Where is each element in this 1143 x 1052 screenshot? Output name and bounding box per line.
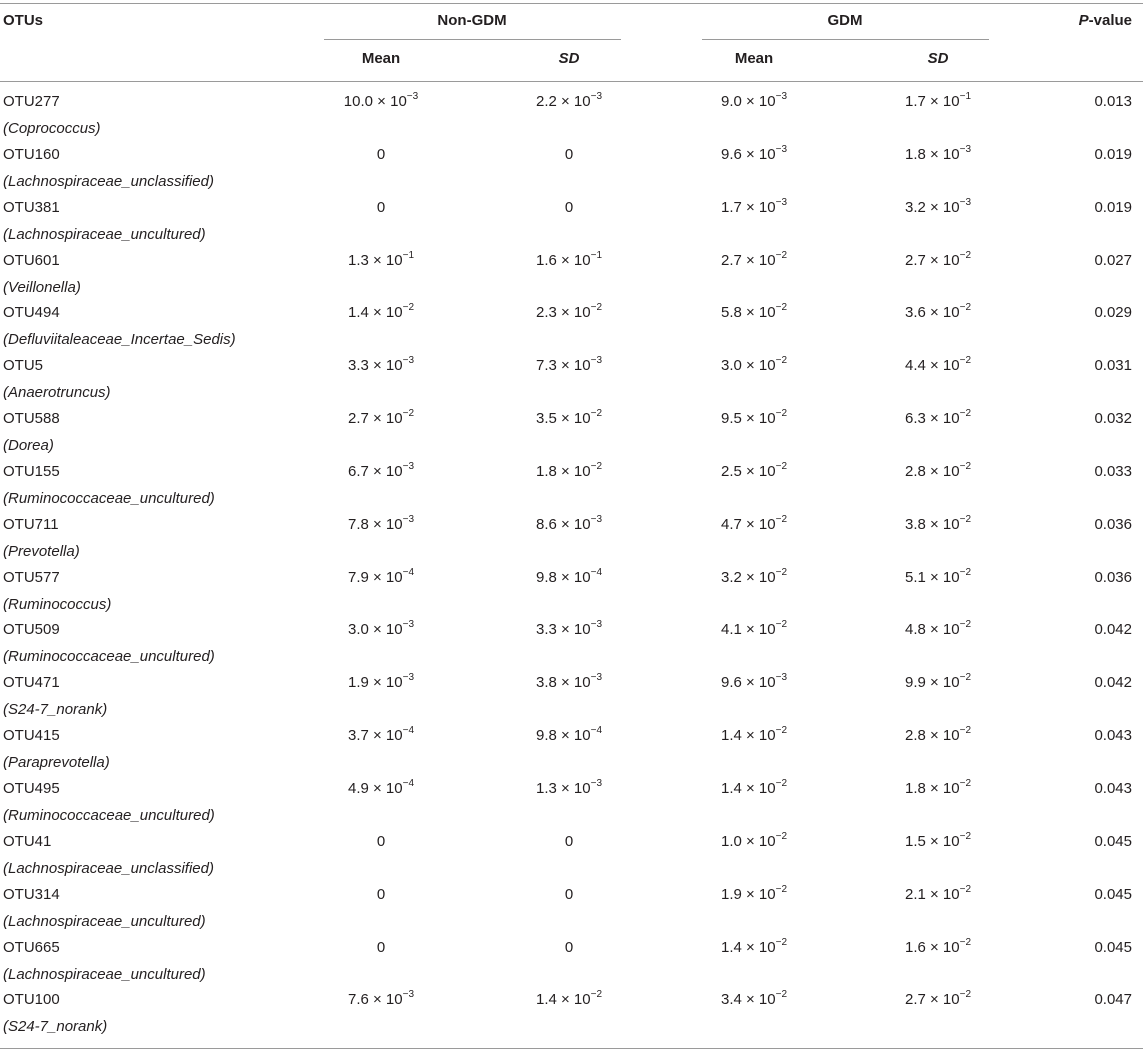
p-value-cell: 0.047	[1094, 991, 1132, 1009]
value-exponent: −2	[775, 830, 788, 842]
otu-id: OTU314	[3, 885, 60, 903]
value-mantissa: 3.8	[904, 515, 926, 533]
table-row	[0, 885, 1143, 938]
value-exponent: −3	[959, 196, 972, 208]
table-row	[0, 303, 1143, 356]
gdm-mean-cell: $1.9 \times 10^{-2}$	[720, 883, 788, 903]
value-mantissa: 3.8	[535, 674, 557, 692]
value-mantissa: 1.7	[904, 93, 926, 110]
value-mantissa: 0	[376, 885, 386, 903]
gdm-group-rule	[702, 39, 989, 40]
value-exponent: −2	[959, 883, 972, 895]
value-exponent: −2	[959, 830, 972, 842]
gdm-sd-cell: $3.2 \times 10^{-3}$	[904, 196, 972, 216]
value-mantissa: 1.8	[904, 779, 926, 797]
header-gdm-mean: Mean	[734, 50, 774, 67]
value-exponent: −3	[402, 355, 415, 367]
value-mantissa: 7.9	[347, 568, 369, 586]
gdm-sd-cell: $2.1 \times 10^{-2}$	[904, 883, 972, 903]
value-exponent: −2	[775, 936, 788, 948]
otu-genus: (Ruminococcaceae_uncultured)	[3, 648, 215, 666]
gdm-sd-cell: $3.6 \times 10^{-2}$	[904, 302, 972, 322]
value-mantissa: 9.8	[535, 727, 557, 745]
header-non-gdm-sd: SD	[558, 50, 580, 67]
otu-genus: (Dorea)	[3, 437, 54, 455]
value-mantissa: 0	[564, 198, 574, 216]
value-mantissa: 3.0	[720, 357, 742, 375]
value-exponent: −3	[590, 355, 603, 367]
p-value-cell: 0.029	[1094, 304, 1132, 322]
table-row	[0, 356, 1143, 409]
value-exponent: −2	[959, 408, 972, 420]
value-exponent: −4	[590, 725, 603, 737]
value-exponent: −2	[959, 725, 972, 737]
value-mantissa: 1.4	[720, 938, 742, 956]
value-exponent: −3	[590, 777, 603, 789]
value-exponent: −3	[775, 91, 788, 102]
value-mantissa: 3.0	[347, 621, 369, 639]
table-header-rule	[0, 81, 1143, 82]
gdm-mean-cell: $4.1 \times 10^{-2}$	[720, 619, 788, 639]
value-mantissa: 1.8	[904, 145, 926, 163]
value-mantissa: 2.7	[347, 410, 369, 428]
value-exponent: −2	[590, 460, 603, 472]
header-gdm: GDM	[827, 12, 863, 29]
table-row	[0, 620, 1143, 673]
header-p-value-suffix: -value	[1088, 12, 1132, 29]
non-gdm-group-rule	[324, 39, 621, 40]
value-mantissa: 1.8	[535, 462, 557, 480]
value-exponent: −3	[959, 143, 972, 155]
non-gdm-mean-cell: $3.7 \times 10^{-4}$	[347, 725, 415, 745]
gdm-mean-cell: $1.7 \times 10^{-3}$	[720, 196, 788, 216]
gdm-sd-cell: $3.8 \times 10^{-2}$	[904, 513, 972, 533]
value-mantissa: 1.6	[904, 938, 926, 956]
value-mantissa: 1.4	[535, 991, 557, 1009]
otu-id: OTU494	[3, 304, 60, 322]
value-exponent: −2	[775, 566, 788, 578]
value-exponent: −4	[402, 777, 415, 789]
non-gdm-mean-cell	[377, 885, 385, 905]
otu-genus: (Lachnospiraceae_unclassified)	[3, 859, 214, 877]
non-gdm-mean-cell: $1.4 \times 10^{-2}$	[347, 302, 415, 322]
value-mantissa: 10.0	[343, 93, 374, 110]
otu-genus: (Anaerotruncus)	[3, 384, 111, 402]
value-mantissa: 3.3	[347, 357, 369, 375]
value-exponent: −3	[775, 143, 788, 155]
value-exponent: −2	[959, 672, 972, 684]
value-exponent: −2	[775, 513, 788, 525]
value-mantissa: 2.1	[904, 885, 926, 903]
p-value-cell: 0.042	[1094, 621, 1132, 639]
non-gdm-mean-cell	[377, 145, 385, 165]
table-row	[0, 673, 1143, 726]
value-exponent: −3	[402, 513, 415, 525]
non-gdm-sd-cell: $3.8 \times 10^{-3}$	[535, 672, 603, 692]
value-exponent: −2	[775, 989, 788, 1001]
table-row	[0, 515, 1143, 568]
table-row	[0, 251, 1143, 304]
value-exponent: −2	[775, 619, 788, 631]
non-gdm-mean-cell: $6.7 \times 10^{-3}$	[347, 460, 415, 480]
non-gdm-sd-cell	[565, 145, 573, 165]
value-mantissa: 3.7	[347, 727, 369, 745]
table-row	[0, 832, 1143, 885]
value-mantissa: 4.9	[347, 779, 369, 797]
value-mantissa: 4.1	[720, 621, 742, 639]
non-gdm-sd-cell: $1.4 \times 10^{-2}$	[535, 989, 603, 1009]
otu-genus: (Veillonella)	[3, 278, 81, 296]
gdm-sd-cell: $1.5 \times 10^{-2}$	[904, 830, 972, 850]
non-gdm-mean-cell: $7.8 \times 10^{-3}$	[347, 513, 415, 533]
non-gdm-sd-cell: $1.3 \times 10^{-3}$	[535, 777, 603, 797]
header-gdm-sd: SD	[927, 50, 949, 67]
value-exponent: −4	[402, 725, 415, 737]
non-gdm-mean-cell: $2.7 \times 10^{-2}$	[347, 408, 415, 428]
non-gdm-sd-cell: $2.3 \times 10^{-2}$	[535, 302, 603, 322]
value-mantissa: 9.6	[720, 145, 742, 163]
value-mantissa: 1.3	[347, 251, 369, 269]
otu-id: OTU41	[3, 832, 52, 850]
value-exponent: −2	[775, 460, 788, 472]
value-exponent: −2	[590, 408, 603, 420]
gdm-mean-cell: $1.0 \times 10^{-2}$	[720, 830, 788, 850]
otu-genus: (Lachnospiraceae_uncultured)	[3, 912, 206, 930]
value-mantissa: 1.4	[720, 779, 742, 797]
gdm-mean-cell: $1.4 \times 10^{-2}$	[720, 725, 788, 745]
otu-id: OTU100	[3, 991, 60, 1009]
non-gdm-mean-cell	[377, 938, 385, 958]
value-mantissa: 2.7	[904, 991, 926, 1009]
non-gdm-sd-cell: $3.3 \times 10^{-3}$	[535, 619, 603, 639]
value-mantissa: 3.4	[720, 991, 742, 1009]
otu-genus: (S24-7_norank)	[3, 1018, 108, 1036]
non-gdm-mean-cell	[377, 198, 385, 218]
non-gdm-mean-cell: $4.9 \times 10^{-4}$	[347, 777, 415, 797]
value-exponent: −1	[590, 249, 603, 261]
value-mantissa: 0	[564, 885, 574, 903]
value-mantissa: 2.7	[904, 251, 926, 269]
non-gdm-mean-cell: $3.0 \times 10^{-3}$	[347, 619, 415, 639]
non-gdm-mean-cell	[377, 832, 385, 852]
table-row	[0, 726, 1143, 779]
gdm-mean-cell: $2.7 \times 10^{-2}$	[720, 249, 788, 269]
value-exponent: −3	[590, 91, 603, 102]
value-mantissa: 3.2	[904, 198, 926, 216]
table-row	[0, 92, 1143, 145]
value-mantissa: 9.0	[720, 93, 742, 110]
value-exponent: −3	[402, 672, 415, 684]
gdm-mean-cell: $3.2 \times 10^{-2}$	[720, 566, 788, 586]
value-mantissa: 0	[376, 198, 386, 216]
value-mantissa: 3.5	[535, 410, 557, 428]
value-mantissa: 3.3	[535, 621, 557, 639]
value-mantissa: 8.6	[535, 515, 557, 533]
otu-id: OTU277	[3, 93, 60, 110]
otu-genus: (Lachnospiraceae_unclassified)	[3, 172, 214, 190]
value-mantissa: 9.6	[720, 674, 742, 692]
gdm-mean-cell: $2.5 \times 10^{-2}$	[720, 460, 788, 480]
value-mantissa: 1.9	[347, 674, 369, 692]
value-mantissa: 6.3	[904, 410, 926, 428]
p-value-cell: 0.045	[1094, 832, 1132, 850]
value-mantissa: 0	[564, 145, 574, 163]
value-exponent: −2	[959, 249, 972, 261]
non-gdm-sd-cell	[565, 885, 573, 905]
gdm-sd-cell: $2.7 \times 10^{-2}$	[904, 249, 972, 269]
non-gdm-sd-cell	[565, 938, 573, 958]
header-p-value	[1079, 12, 1132, 30]
value-mantissa: 5.1	[904, 568, 926, 586]
value-mantissa: 1.9	[720, 885, 742, 903]
value-exponent: −2	[959, 777, 972, 789]
p-value-cell: 0.036	[1094, 515, 1132, 533]
non-gdm-mean-cell: $1.3 \times 10^{-1}$	[347, 249, 415, 269]
otu-id: OTU509	[3, 621, 60, 639]
value-exponent: −2	[590, 989, 603, 1001]
header-p-value-italic: P	[1078, 12, 1089, 29]
value-exponent: −3	[402, 460, 415, 472]
value-mantissa: 0	[564, 832, 574, 850]
value-exponent: −1	[959, 91, 972, 102]
value-exponent: −3	[402, 989, 415, 1001]
p-value-cell: 0.042	[1094, 674, 1132, 692]
gdm-mean-cell: $5.8 \times 10^{-2}$	[720, 302, 788, 322]
value-mantissa: 2.8	[904, 462, 926, 480]
value-mantissa: 1.0	[720, 832, 742, 850]
otu-id: OTU381	[3, 198, 60, 216]
value-exponent: −2	[775, 408, 788, 420]
p-value-cell: 0.045	[1094, 938, 1132, 956]
value-exponent: −2	[959, 936, 972, 948]
otu-id: OTU5	[3, 357, 44, 375]
value-exponent: −2	[959, 989, 972, 1001]
value-mantissa: 0	[376, 145, 386, 163]
header-non-gdm: Non-GDM	[437, 12, 507, 29]
value-mantissa: 7.8	[347, 515, 369, 533]
non-gdm-mean-cell: $10.0 \times 10^{-3}$	[343, 91, 419, 110]
gdm-sd-cell: $2.8 \times 10^{-2}$	[904, 725, 972, 745]
gdm-mean-cell: $9.5 \times 10^{-2}$	[720, 408, 788, 428]
non-gdm-mean-cell: $7.9 \times 10^{-4}$	[347, 566, 415, 586]
otu-genus: (Ruminococcus)	[3, 595, 112, 613]
value-mantissa: 5.8	[720, 304, 742, 322]
table-row	[0, 938, 1143, 991]
value-mantissa: 3.6	[904, 304, 926, 322]
gdm-sd-cell: $4.4 \times 10^{-2}$	[904, 355, 972, 375]
header-otus: OTUs	[3, 12, 44, 29]
p-value-cell: 0.019	[1094, 198, 1132, 216]
gdm-mean-cell: $4.7 \times 10^{-2}$	[720, 513, 788, 533]
non-gdm-sd-cell: $1.8 \times 10^{-2}$	[535, 460, 603, 480]
table-top-rule	[0, 3, 1143, 4]
table-row	[0, 462, 1143, 515]
table-body	[0, 92, 1143, 1043]
otu-id: OTU160	[3, 145, 60, 163]
value-mantissa: 9.9	[904, 674, 926, 692]
gdm-mean-cell: $1.4 \times 10^{-2}$	[720, 777, 788, 797]
non-gdm-sd-cell: $9.8 \times 10^{-4}$	[535, 725, 603, 745]
value-mantissa: 4.8	[904, 621, 926, 639]
table-row	[0, 145, 1143, 198]
p-value-cell: 0.036	[1094, 568, 1132, 586]
otu-id: OTU588	[3, 410, 60, 428]
value-exponent: −4	[590, 566, 603, 578]
value-exponent: −2	[775, 249, 788, 261]
gdm-sd-cell: $5.1 \times 10^{-2}$	[904, 566, 972, 586]
value-exponent: −2	[775, 355, 788, 367]
non-gdm-sd-cell: $1.6 \times 10^{-1}$	[535, 249, 603, 269]
value-mantissa: 1.3	[535, 779, 557, 797]
p-value-cell: 0.045	[1094, 885, 1132, 903]
value-exponent: −3	[402, 619, 415, 631]
value-mantissa: 2.7	[720, 251, 742, 269]
non-gdm-sd-cell: $9.8 \times 10^{-4}$	[535, 566, 603, 586]
gdm-mean-cell: $1.4 \times 10^{-2}$	[720, 936, 788, 956]
otu-id: OTU601	[3, 251, 60, 269]
non-gdm-sd-cell: $2.2 \times 10^{-3}$	[535, 91, 603, 110]
header-non-gdm-mean: Mean	[361, 50, 401, 67]
gdm-sd-cell: $6.3 \times 10^{-2}$	[904, 408, 972, 428]
non-gdm-sd-cell: $3.5 \times 10^{-2}$	[535, 408, 603, 428]
p-value-cell: 0.031	[1094, 357, 1132, 375]
non-gdm-sd-cell	[565, 832, 573, 852]
value-mantissa: 2.2	[535, 93, 557, 110]
value-exponent: −3	[590, 513, 603, 525]
p-value-cell: 0.032	[1094, 410, 1132, 428]
value-mantissa: 0	[376, 832, 386, 850]
gdm-mean-cell: $9.6 \times 10^{-3}$	[720, 143, 788, 163]
otu-id: OTU495	[3, 779, 60, 797]
value-mantissa: 7.3	[535, 357, 557, 375]
gdm-sd-cell: $2.8 \times 10^{-2}$	[904, 460, 972, 480]
p-value-cell: 0.043	[1094, 727, 1132, 745]
gdm-mean-cell: $9.0 \times 10^{-3}$	[720, 91, 788, 110]
value-mantissa: 1.4	[720, 727, 742, 745]
value-mantissa: 9.5	[720, 410, 742, 428]
value-exponent: −2	[402, 408, 415, 420]
value-exponent: −3	[590, 672, 603, 684]
value-mantissa: 4.7	[720, 515, 742, 533]
gdm-sd-cell: $2.7 \times 10^{-2}$	[904, 989, 972, 1009]
value-mantissa: 1.4	[347, 304, 369, 322]
non-gdm-sd-cell: $8.6 \times 10^{-3}$	[535, 513, 603, 533]
value-mantissa: 1.6	[535, 251, 557, 269]
value-mantissa: 2.8	[904, 727, 926, 745]
value-mantissa: 6.7	[347, 462, 369, 480]
value-exponent: −2	[959, 302, 972, 314]
otu-id: OTU155	[3, 462, 60, 480]
otu-id: OTU711	[3, 515, 59, 533]
value-mantissa: 0	[376, 938, 386, 956]
otu-id: OTU577	[3, 568, 60, 586]
otu-genus: (S24-7_norank)	[3, 701, 108, 719]
non-gdm-mean-cell: $7.6 \times 10^{-3}$	[347, 989, 415, 1009]
non-gdm-sd-cell	[565, 198, 573, 218]
gdm-sd-cell: $4.8 \times 10^{-2}$	[904, 619, 972, 639]
p-value-cell: 0.033	[1094, 462, 1132, 480]
value-exponent: −2	[775, 302, 788, 314]
p-value-cell: 0.019	[1094, 145, 1132, 163]
value-exponent: −2	[959, 566, 972, 578]
value-exponent: −3	[775, 672, 788, 684]
otu-id: OTU471	[3, 674, 60, 692]
value-exponent: −2	[959, 460, 972, 472]
table-bottom-rule	[0, 1048, 1143, 1049]
table-row	[0, 990, 1143, 1043]
p-value-cell: 0.013	[1094, 93, 1132, 110]
otu-id: OTU665	[3, 938, 60, 956]
gdm-mean-cell: $3.0 \times 10^{-2}$	[720, 355, 788, 375]
value-exponent: −2	[775, 725, 788, 737]
value-exponent: −2	[775, 777, 788, 789]
p-value-cell: 0.027	[1094, 251, 1132, 269]
gdm-sd-cell: $1.8 \times 10^{-2}$	[904, 777, 972, 797]
value-exponent: −2	[775, 883, 788, 895]
value-mantissa: 1.7	[720, 198, 742, 216]
otu-genus: (Defluviitaleaceae_Incertae_Sedis)	[3, 331, 236, 349]
otu-genus: (Coprococcus)	[3, 120, 101, 137]
value-exponent: −2	[959, 619, 972, 631]
otu-genus: (Paraprevotella)	[3, 754, 110, 772]
value-exponent: −2	[959, 513, 972, 525]
value-exponent: −1	[402, 249, 415, 261]
p-value-cell: 0.043	[1094, 779, 1132, 797]
table-row	[0, 568, 1143, 621]
value-mantissa: 2.5	[720, 462, 742, 480]
value-exponent: −4	[402, 566, 415, 578]
gdm-sd-cell: $1.7 \times 10^{-1}$	[904, 91, 972, 110]
table-row	[0, 409, 1143, 462]
gdm-mean-cell: $3.4 \times 10^{-2}$	[720, 989, 788, 1009]
gdm-sd-cell: $1.6 \times 10^{-2}$	[904, 936, 972, 956]
value-mantissa: 0	[564, 938, 574, 956]
value-mantissa: 7.6	[347, 991, 369, 1009]
value-exponent: −2	[590, 302, 603, 314]
value-mantissa: 4.4	[904, 357, 926, 375]
otu-genus: (Ruminococcaceae_uncultured)	[3, 806, 215, 824]
value-exponent: −2	[402, 302, 415, 314]
value-exponent: −3	[406, 91, 419, 102]
otu-genus: (Lachnospiraceae_uncultured)	[3, 965, 206, 983]
non-gdm-mean-cell: $1.9 \times 10^{-3}$	[347, 672, 415, 692]
otu-genus: (Prevotella)	[3, 542, 80, 560]
value-mantissa: 1.5	[904, 832, 926, 850]
value-exponent: −3	[590, 619, 603, 631]
otu-genus: (Lachnospiraceae_uncultured)	[3, 225, 206, 243]
non-gdm-sd-cell: $7.3 \times 10^{-3}$	[535, 355, 603, 375]
value-mantissa: 3.2	[720, 568, 742, 586]
table-row	[0, 198, 1143, 251]
otu-genus: (Ruminococcaceae_uncultured)	[3, 489, 215, 507]
gdm-sd-cell: $1.8 \times 10^{-3}$	[904, 143, 972, 163]
gdm-sd-cell: $9.9 \times 10^{-2}$	[904, 672, 972, 692]
value-exponent: −2	[959, 355, 972, 367]
value-mantissa: 9.8	[535, 568, 557, 586]
value-exponent: −3	[775, 196, 788, 208]
gdm-mean-cell: $9.6 \times 10^{-3}$	[720, 672, 788, 692]
non-gdm-mean-cell: $3.3 \times 10^{-3}$	[347, 355, 415, 375]
value-mantissa: 2.3	[535, 304, 557, 322]
otu-id: OTU415	[3, 727, 60, 745]
table-row	[0, 779, 1143, 832]
